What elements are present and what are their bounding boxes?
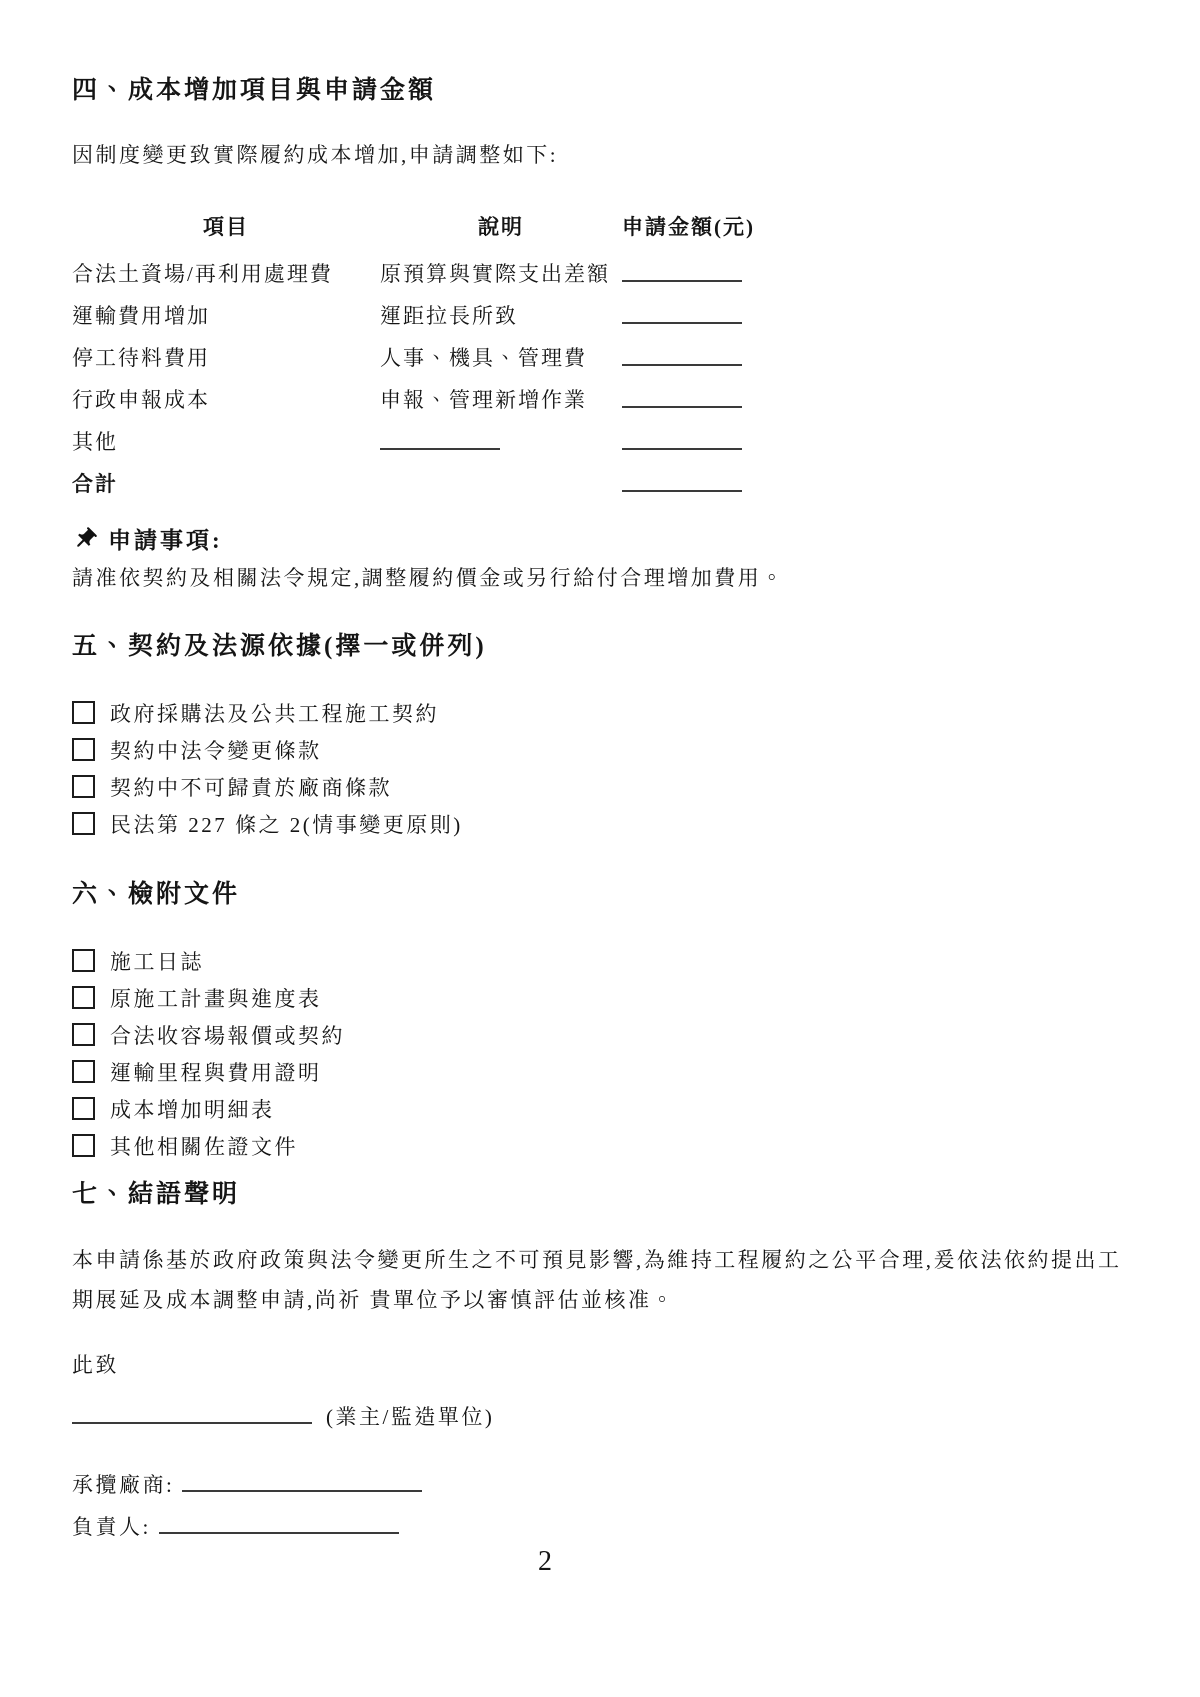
checkbox[interactable] [72,1097,95,1120]
amount-input-line[interactable] [622,254,742,282]
desc-input-line[interactable] [380,422,500,450]
row-item-label: 運輸費用增加 [72,304,210,328]
recipient-input-line[interactable] [72,1396,312,1424]
note-label: 申請事項: [108,528,223,553]
checkbox[interactable] [72,812,95,835]
row-desc-label: 運距拉長所致 [380,304,518,328]
checkbox[interactable] [72,701,95,724]
checklist-item-label: 契約中法令變更條款 [110,738,322,763]
checkbox[interactable] [72,775,95,798]
application-note [72,522,1140,595]
checklist-item [72,942,1140,979]
table-row [72,414,1140,456]
contractor-input-line[interactable] [182,1464,422,1492]
section7-heading: 七、結語聲明 [72,1181,241,1208]
checklist-item [72,979,1140,1016]
checklist-item-label: 民法第 227 條之 2(情事變更原則) [110,812,463,837]
principal-line [72,1506,1140,1544]
recipient-line [72,1396,1140,1434]
section5-heading: 五、契約及法源依據(擇一或併列) [72,633,487,660]
contractor-line [72,1464,1140,1502]
checklist-item-label: 原施工計畫與進度表 [110,986,322,1011]
legal-basis-checklist [72,694,1140,842]
section4-intro: 因制度變更致實際履約成本增加,申請調整如下: [72,143,559,167]
checkbox[interactable] [72,738,95,761]
table-row [72,372,1140,414]
checklist-item-label: 施工日誌 [110,949,204,974]
contractor-label: 承攬廠商: [72,1473,175,1497]
checklist-item [72,1053,1140,1090]
recipient-suffix: (業主/監造單位) [326,1405,495,1429]
checklist-item-label: 運輸里程與費用證明 [110,1060,322,1085]
checklist-item [72,694,1140,731]
column-header-amount: 申請金額(元) [622,215,755,239]
checklist-item [72,731,1140,768]
cost-increase-table [72,206,1140,498]
row-total-label: 合計 [72,472,118,496]
section4-heading: 四、成本增加項目與申請金額 [72,77,437,104]
checklist-item-label: 契約中不可歸責於廠商條款 [110,775,392,800]
pushpin-icon [72,526,98,552]
row-item-label: 其他 [72,430,118,454]
principal-input-line[interactable] [159,1506,399,1534]
row-item-label: 停工待料費用 [72,346,210,370]
principal-label: 負責人: [72,1515,151,1539]
checklist-item [72,1016,1140,1053]
closing-block [72,1348,1140,1544]
column-header-desc: 說明 [478,215,524,239]
checklist-item [72,805,1140,842]
checklist-item [72,1090,1140,1127]
checkbox[interactable] [72,1134,95,1157]
salutation: 此致 [72,1353,119,1377]
page-number: 2 [538,1546,552,1577]
row-item-label: 行政申報成本 [72,388,210,412]
amount-input-line[interactable] [622,296,742,324]
amount-input-line[interactable] [622,380,742,408]
row-desc-label: 原預算與實際支出差額 [380,262,610,286]
checklist-item [72,768,1140,805]
table-row [72,330,1140,372]
checkbox[interactable] [72,986,95,1009]
checklist-item [72,1127,1140,1164]
checklist-item-label: 合法收容場報價或契約 [110,1023,345,1048]
total-amount-input-line[interactable] [622,464,742,492]
table-row-total [72,456,1140,498]
checklist-item-label: 其他相關佐證文件 [110,1134,298,1159]
note-body: 請准依契約及相關法令規定,調整履約價金或另行給付合理增加費用。 [72,566,785,590]
checklist-item-label: 成本增加明細表 [110,1097,275,1122]
attached-documents-checklist [72,942,1140,1164]
table-row [72,288,1140,330]
checkbox[interactable] [72,949,95,972]
amount-input-line[interactable] [622,422,742,450]
checkbox[interactable] [72,1060,95,1083]
table-row [72,246,1140,288]
row-desc-label: 人事、機具、管理費 [380,346,587,370]
column-header-item: 項目 [203,215,249,239]
section7-body: 本申請係基於政府政策與法令變更所生之不可預見影響,為維持工程履約之公平合理,爰依法依約提出工期展延及成本調整申請,尚祈 貴單位予以審慎評估並核准。 [72,1248,1122,1312]
checkbox[interactable] [72,1023,95,1046]
amount-input-line[interactable] [622,338,742,366]
row-desc-label: 申報、管理新增作業 [380,388,587,412]
section6-heading: 六、檢附文件 [72,881,241,908]
table-header-row [72,206,1140,246]
row-item-label: 合法土資場/再利用處理費 [72,262,333,286]
checklist-item-label: 政府採購法及公共工程施工契約 [110,701,439,726]
